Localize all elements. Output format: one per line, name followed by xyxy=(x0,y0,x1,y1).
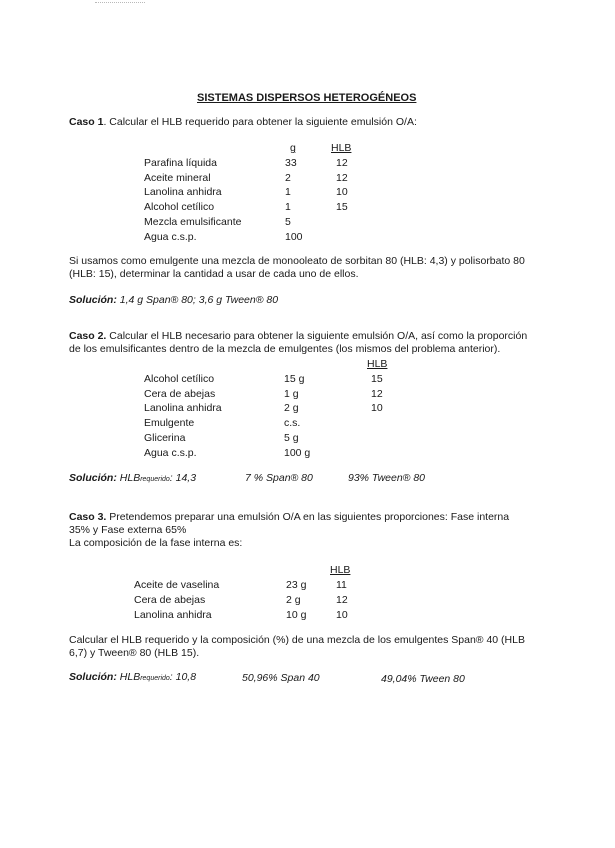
table-row-hlb: 12 xyxy=(371,388,383,400)
table-row-g: 1 xyxy=(285,201,291,213)
caso1-label: Caso 1 xyxy=(69,116,104,128)
caso2-intro xyxy=(69,330,527,356)
table-row-hlb: 11 xyxy=(336,579,347,591)
table-row-hlb: 10 xyxy=(336,609,348,621)
table-row-name: Mezcla emulsificante xyxy=(144,216,242,228)
caso3-solution-sub: requerido xyxy=(140,675,170,682)
table-row-hlb: 15 xyxy=(371,373,383,385)
caso2-solution-tween: 93% Tween® 80 xyxy=(348,472,426,484)
table-row-name: Emulgente xyxy=(144,417,195,429)
table-row-g: 2 xyxy=(285,172,291,184)
table-row-g: 100 xyxy=(285,231,303,243)
table-row-g: 2 g xyxy=(286,594,301,606)
caso1-solution xyxy=(69,294,278,306)
table-row-g: 100 g xyxy=(284,447,311,459)
table-row-hlb: 15 xyxy=(336,201,348,213)
caso3-intro xyxy=(69,511,509,550)
caso1-solution-text: 1,4 g Span® 80; 3,6 g Tween® 80 xyxy=(119,294,279,306)
caso2-solution-span: 7 % Span® 80 xyxy=(245,472,313,484)
table-row-name: Alcohol cetílico xyxy=(144,373,215,385)
caso3-solution-label: Solución: xyxy=(69,671,117,683)
table-row-g: 5 xyxy=(285,216,291,228)
caso3-solution-span: 50,96% Span 40 xyxy=(242,672,320,684)
caso3-intro-line2: 35% y Fase externa 65% xyxy=(69,524,187,536)
table-row-g: 10 g xyxy=(286,609,307,621)
caso1-intro xyxy=(69,116,417,129)
caso1-solution-label: Solución: xyxy=(69,294,117,306)
table-row-g: 5 g xyxy=(284,432,299,444)
caso3-question xyxy=(69,634,525,660)
caso2-solution-sub: requerido xyxy=(140,476,170,483)
caso2-solution-value: : 14,3 xyxy=(169,472,197,484)
table-row-name: Lanolina anhidra xyxy=(134,609,212,621)
table-row-g: 1 xyxy=(285,186,291,198)
caso3-question-line1: Calcular el HLB requerido y la composición (%) de una mezcla de los emulgentes Span® 40 (HLB xyxy=(69,634,525,646)
table-row-name: Lanolina anhidra xyxy=(144,402,222,414)
caso3-solution xyxy=(69,671,196,683)
table-row-name: Parafina líquida xyxy=(144,157,217,169)
document-title: SISTEMAS DISPERSOS HETEROGÉNEOS xyxy=(197,92,417,104)
table-row-name: Lanolina anhidra xyxy=(144,186,222,198)
caso2-solution-hlb: HLB xyxy=(119,472,141,484)
table-row-name: Cera de abejas xyxy=(134,594,206,606)
table-row-g: 23 g xyxy=(286,579,307,591)
caso1-question-line2: (HLB: 15), determinar la cantidad a usar de cada uno de ellos. xyxy=(69,268,359,280)
table-row-g: 2 g xyxy=(284,402,299,414)
caso3-solution-tween: 49,04% Tween 80 xyxy=(381,673,465,685)
caso1-question xyxy=(69,255,525,281)
caso2-intro-line2: de los emulsificantes dentro de la mezcla de emulgentes (los mismos del problema anterior). xyxy=(69,343,501,355)
caso2-solution-label: Solución: xyxy=(69,472,117,484)
table-row-name: Glicerina xyxy=(144,432,186,444)
caso2-label: Caso 2. xyxy=(69,330,107,342)
table-row-g: c.s. xyxy=(284,417,301,429)
table-row-hlb: 12 xyxy=(336,157,348,169)
caso2-col-hlb: HLB xyxy=(367,358,388,370)
scan-artifact xyxy=(95,2,145,8)
caso3-solution-hlb: HLB xyxy=(119,671,141,683)
caso2-intro-line1: Calcular el HLB necesario para obtener la siguiente emulsión O/A, así como la proporción xyxy=(109,330,528,342)
table-row-name: Aceite mineral xyxy=(144,172,211,184)
table-row-g: 1 g xyxy=(284,388,299,400)
table-row-name: Agua c.s.p. xyxy=(144,447,197,459)
table-row-name: Alcohol cetílico xyxy=(144,201,215,213)
caso3-intro-line1: Pretendemos preparar una emulsión O/A en las siguientes proporciones: Fase interna xyxy=(109,511,510,523)
caso2-solution xyxy=(69,472,196,484)
caso3-solution-value: : 10,8 xyxy=(169,671,197,683)
table-row-name: Agua c.s.p. xyxy=(144,231,197,243)
table-row-hlb: 12 xyxy=(336,594,348,606)
caso3-question-line2: 6,7) y Tween® 80 (HLB 15). xyxy=(69,647,200,659)
caso1-col-g: g xyxy=(290,142,296,154)
table-row-name: Cera de abejas xyxy=(144,388,216,400)
table-row-hlb: 10 xyxy=(336,186,348,198)
caso1-question-line1: Si usamos como emulgente una mezcla de monooleato de sorbitan 80 (HLB: 4,3) y polisorbato 80 xyxy=(69,255,525,267)
table-row-hlb: 12 xyxy=(336,172,348,184)
caso1-col-hlb: HLB xyxy=(331,142,352,154)
table-row-g: 33 xyxy=(285,157,297,169)
caso3-col-hlb: HLB xyxy=(330,564,351,576)
caso3-intro-line3: La composición de la fase interna es: xyxy=(69,537,243,549)
table-row-hlb: 10 xyxy=(371,402,383,414)
caso3-label: Caso 3. xyxy=(69,511,107,523)
caso1-intro-text: . Calcular el HLB requerido para obtener la siguiente emulsión O/A: xyxy=(103,116,417,128)
table-row-name: Aceite de vaselina xyxy=(134,579,220,591)
table-row-g: 15 g xyxy=(284,373,305,385)
